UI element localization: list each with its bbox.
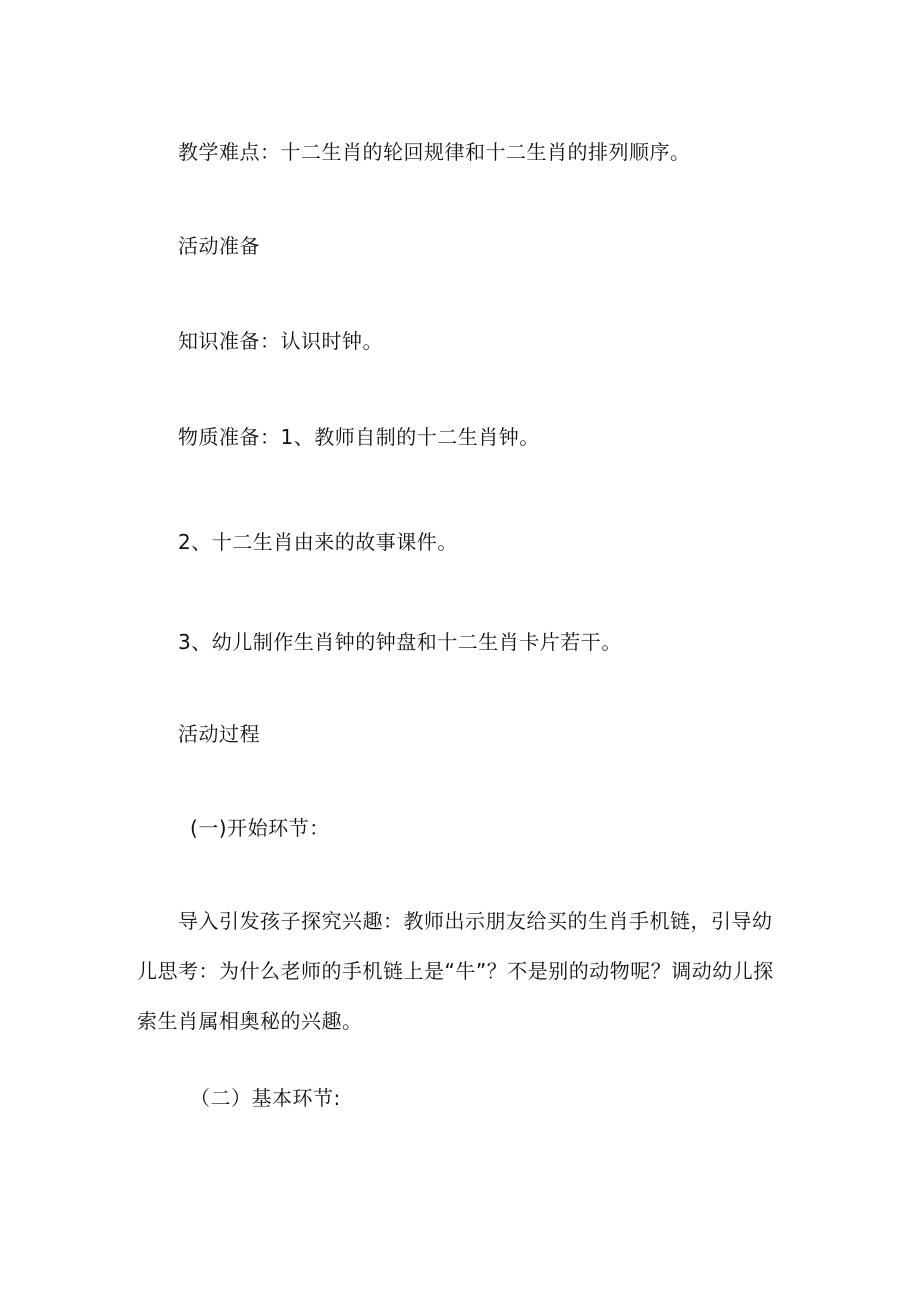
section-1-heading: (一)开始环节： — [190, 816, 330, 840]
section-2-heading: （二）基本环节: — [190, 1086, 341, 1110]
material-prep-3: 3、幼儿制作生肖钟的钟盘和十二生肖卡片若干。 — [178, 630, 622, 654]
knowledge-prep: 知识准备：认识时钟。 — [178, 329, 383, 353]
prep-heading: 活动准备 — [178, 234, 260, 258]
teaching-difficulty: 教学难点：十二生肖的轮回规律和十二生肖的排列顺序。 — [178, 140, 691, 164]
process-heading: 活动过程 — [178, 722, 260, 746]
material-prep-2: 2、十二生肖由来的故事课件。 — [178, 530, 458, 554]
intro-paragraph: 导入引发孩子探究兴趣：教师出示朋友给买的生肖手机链，引导幼儿思考：为什么老师的手机链上是“牛”？不是别的动物呢？调动幼儿探索生肖属相奥秘的兴趣。 — [137, 909, 774, 1033]
material-prep-1: 物质准备：1、教师自制的十二生肖钟。 — [178, 425, 540, 449]
